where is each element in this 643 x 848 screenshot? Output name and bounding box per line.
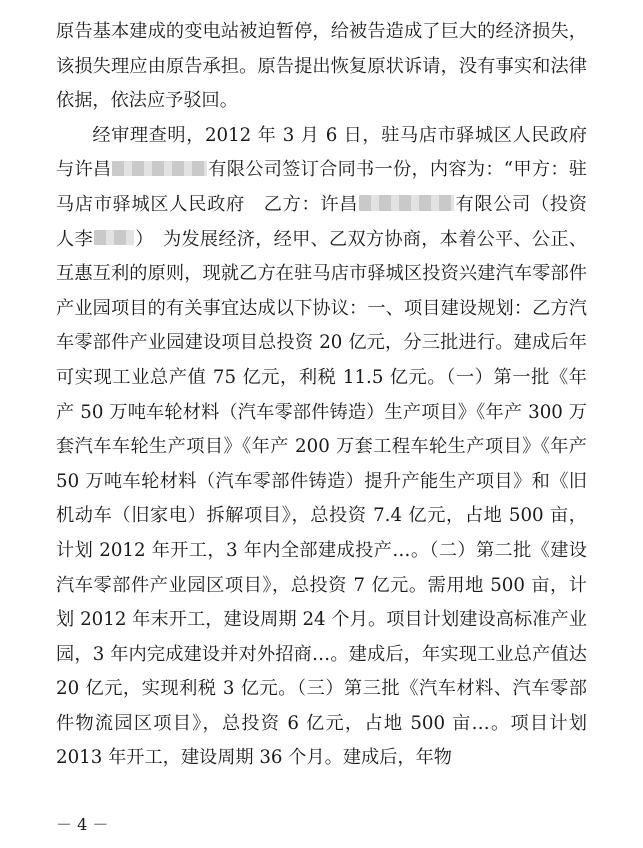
redaction-mark xyxy=(94,230,134,245)
page-number: － 4 － xyxy=(56,815,109,834)
paragraph-text-segment: 原告基本建成的变电站被迫暂停，给被告造成了巨大的经济损失，该损失理应由原告承担。原告提出恢复原状诉请，没有事实和法律依据，依法应予驳回。 xyxy=(56,21,587,112)
paragraph-2 xyxy=(56,119,587,776)
document-body xyxy=(56,15,587,776)
paragraph-text-segment: 有限公司（投资人李 xyxy=(56,193,587,250)
redaction-mark xyxy=(359,195,454,210)
paragraph-text-segment: ） 为发展经济，经甲、乙双方协商，本着公平、公正、互惠互利的原则，现就乙方在驻马店市驿城区投资兴建汽车零部件产业园项目的有关事宜达成以下协议：一、项目建设规划：乙方汽车零部件产业园建设项目总投资 20 亿元，分三批进行。建成后年可实现工业总产值 75 亿元，利税 11.5 亿元。（一）第一批《年产 50 万吨车轮材料（汽车零部件铸造）生产项目》《年产 300 万套汽车车轮生产项目》《年产 200 万套工程车轮生产项目》《年产 50 万吨车轮材料（汽车零部件铸造）提升产能生产项目》和《旧机动车（旧家电）拆解项目》，总投资 7.4 亿元，占地 500 亩，计划 2012 年开工，3 年内全部建成投产…。（二）第二批《建设汽车零部件产业园区项目》，总投资 7 亿元。需用地 500 亩，计划 2012 年末开工，建设周期 24 个月。项目计划建设高标准产业园，3 年内完成建设并对外招商…。建成后，年实现工业总产值达 20 亿元，实现利税 3 亿元。（三）第三批《汽车材料、汽车零部件物流园区项目》，总投资 6 亿元，占地 500 亩…。项目计划 2013 年开工，建设周期 36 个月。建成后，年物 xyxy=(56,228,587,769)
paragraph-1 xyxy=(56,15,587,119)
paragraph-text-segment: 有限公司签订合同书一份，内容为：“甲方：驻马店市驿城区人民政府 乙方：许昌 xyxy=(56,159,587,215)
redaction-mark xyxy=(112,161,207,176)
paragraph-text-segment: 经审理查明，2012 年 3 月 6 日，驻马店市驿城区人民政府与许昌 xyxy=(56,124,587,181)
